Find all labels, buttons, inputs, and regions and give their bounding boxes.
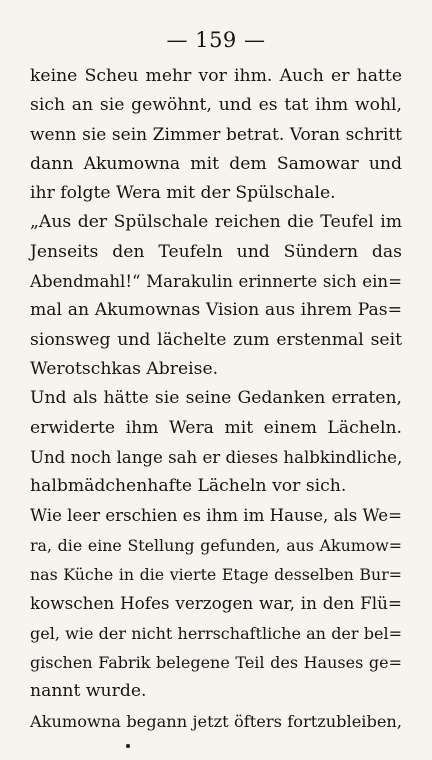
text-line: wenn sie sein Zimmer betrat. Voran schritt — [30, 124, 402, 145]
text-line: Werotschkas Abreise. — [30, 358, 219, 379]
text-line: sionsweg und lächelte zum erstenmal seit — [30, 329, 402, 350]
text-line: gel, wie der nicht herrschaftliche an der bel= — [30, 623, 402, 643]
text-line: nannt wurde. — [30, 681, 147, 702]
text-line: halbmädchenhafte Lächeln vor sich. — [30, 476, 347, 497]
text-line: erwiderte ihm Wera mit einem Lächeln. — [30, 417, 402, 438]
text-line: mal an Akumownas Vision aus ihrem Pas= — [30, 300, 402, 321]
text-line: Und noch lange sah er dieses halbkindliche, — [30, 447, 403, 467]
text-line: nas Küche in die vierte Etage desselben Bur= — [30, 565, 402, 585]
text-line: sich an sie gewöhnt, und es tat ihm wohl, — [30, 95, 402, 116]
text-line: „Aus der Spülschale reichen die Teufel im — [30, 212, 402, 233]
text-line: Jenseits den Teufeln und Sündern das — [30, 241, 402, 262]
text-line: gischen Fabrik belegene Teil des Hauses ge= — [30, 652, 402, 672]
text-line: Wie leer erschien es ihm im Hause, als We= — [30, 506, 402, 526]
text-line: ihr folgte Wera mit der Spülschale. — [30, 183, 336, 204]
ink-speck — [126, 744, 130, 748]
text-line: dann Akumowna mit dem Samowar und — [30, 153, 402, 174]
text-line: ra, die eine Stellung gefunden, aus Akumow= — [30, 535, 402, 555]
text-line: kowschen Hofes verzogen war, in den Flü= — [30, 593, 402, 614]
body-text — [30, 62, 402, 736]
text-line: Akumowna begann jetzt öfters fortzubleiben, — [30, 711, 402, 731]
text-line: keine Scheu mehr vor ihm. Auch er hatte — [30, 66, 402, 86]
page-number: — 159 — — [166, 28, 266, 52]
text-line: Und als hätte sie seine Gedanken erraten, — [30, 388, 402, 409]
text-line: Abendmahl!“ Marakulin erinnerte sich ein= — [30, 272, 402, 292]
